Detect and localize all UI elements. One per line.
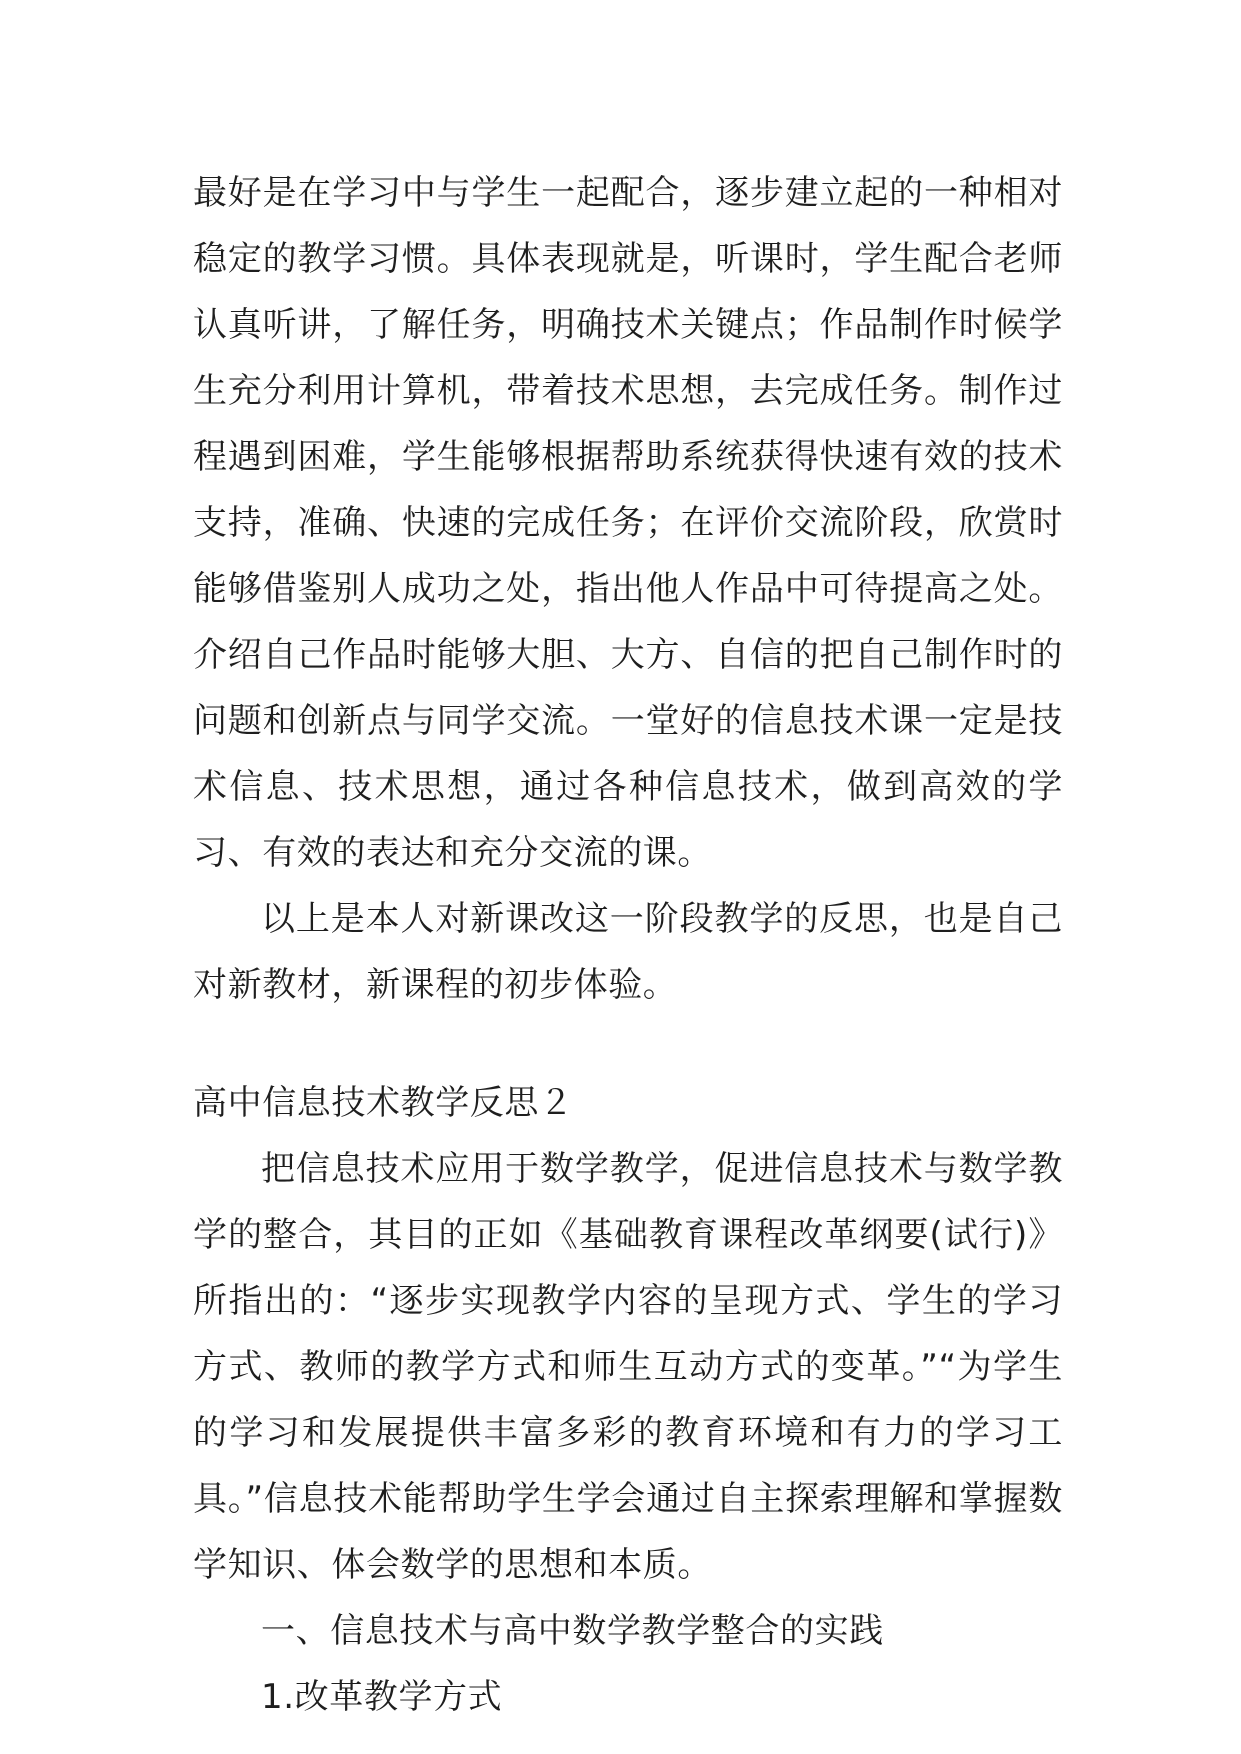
heading-practice: 一、信息技术与高中数学教学整合的实践 [261, 1611, 884, 1651]
continuation-paragraph: 最好是在学习中与学生一起配合，逐步建立起的一种相对稳定的教学习惯。具体表现就是，听课时，学生配合老师认真听讲，了解任务，明确技术关键点；作品制作时候学生充分利用计算机，带着技术思想，去完成任务。制作过程遇到困难，学生能够根据帮助系统获得快速有效的技术支持，准确、快速的完成任务；在评价交流阶段，欣赏时能够借鉴别人成功之处，指出他人作品中可待提高之处。介绍自己作品时能够大胆、大方、自信的把自己制作时的问题和创新点与同学交流。一堂好的信息技术课一定是技术信息、技术思想，通过各种信息技术，做到高效的学习、有效的表达和充分交流的课。 [193, 173, 1063, 873]
intro-paragraph: 把信息技术应用于数学教学，促进信息技术与数学教学的整合，其目的正如《基础教育课程改革纲要(试行)》所指出的：“逐步实现教学内容的呈现方式、学生的学习方式、教师的教学方式和师生互动方式的变革。”“为学生的学习和发展提供丰富多彩的教育环境和有力的学习工具。”信息技术能帮助学生学会通过自主探索理解和掌握数学知识、体会数学的思想和本质。 [193, 1149, 1063, 1585]
subheading-teaching-method: 1.改革教学方式 [261, 1677, 503, 1717]
section-title: 高中信息技术教学反思２ [193, 1083, 574, 1123]
document-body [193, 160, 1063, 1730]
closing-paragraph: 以上是本人对新课改这一阶段教学的反思，也是自己对新教材，新课程的初步体验。 [193, 899, 1063, 1005]
